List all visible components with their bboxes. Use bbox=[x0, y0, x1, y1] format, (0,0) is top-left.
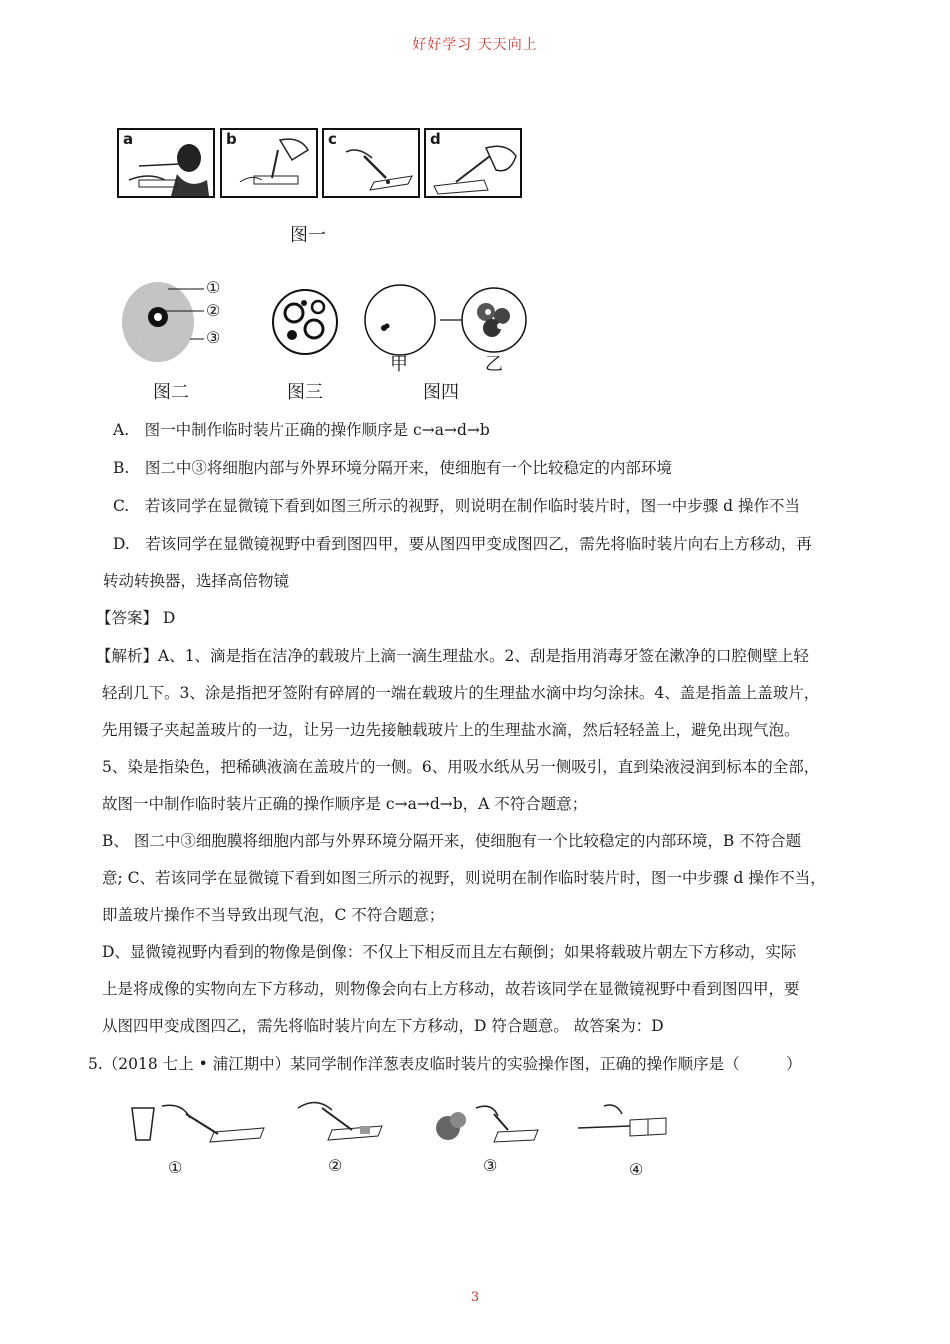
analysis-line-4: 5、染是指染色，把稀碘液滴在盖玻片的一侧。6、用吸水纸从另一侧吸引，直到染液浸润到标本的全部， bbox=[102, 758, 820, 776]
figure5-label-1: ① bbox=[168, 1158, 183, 1177]
panel-tag-c: c bbox=[328, 130, 337, 148]
figure1-panel-c bbox=[322, 128, 420, 198]
panel-tag-b: b bbox=[226, 130, 237, 148]
figure5-label-3: ③ bbox=[483, 1156, 498, 1175]
question-5: 5.（2018 七上 • 浦江期中）某同学制作洋葱表皮临时装片的实验操作图，正确的操作顺序是（ ） bbox=[88, 1055, 802, 1073]
option-c: C. 若该同学在显微镜下看到如图三所示的视野，则说明在制作临时装片时，图一中步骤 d 操作不当 bbox=[113, 497, 801, 515]
figure1-panel-a bbox=[117, 128, 215, 198]
figure4-view-change-diagram bbox=[362, 282, 532, 362]
option-b: B. 图二中③将细胞内部与外界环境分隔开来，使细胞有一个比较稳定的内部环境 bbox=[113, 459, 672, 477]
figure1-panel-b bbox=[220, 128, 318, 198]
figure1-caption: 图一 bbox=[290, 225, 326, 246]
figure2-cell-diagram bbox=[116, 277, 246, 367]
figure5-step2-illustration bbox=[292, 1096, 392, 1146]
answer: 【答案】 D bbox=[96, 609, 176, 627]
figure4-label-left: 甲 bbox=[390, 354, 408, 375]
analysis-line-11: 从图四甲变成图四乙，需先将临时装片向左下方移动，D 符合题意。 故答案为：D bbox=[102, 1017, 664, 1035]
analysis-line-2: 轻刮几下。3、涂是指把牙签附有碎屑的一端在载玻片的生理盐水滴中均匀涂抹。4、盖是指盖上盖玻片， bbox=[102, 684, 820, 702]
figure4-caption: 图四 bbox=[423, 382, 459, 403]
analysis-line-7: 意; C、若该同学在显微镜下看到如图三所示的视野，则说明在制作临时装片时，图一中步骤 d 操作不当， bbox=[102, 869, 826, 887]
figure5-label-4: ④ bbox=[629, 1160, 644, 1179]
figure3-microscope-view bbox=[270, 287, 340, 357]
figure5-step3-illustration bbox=[432, 1100, 542, 1150]
option-d-line2: 转动转换器，选择高倍物镜 bbox=[103, 572, 290, 590]
figure3-caption: 图三 bbox=[287, 382, 323, 403]
option-a: A. 图一中制作临时装片正确的操作顺序是 c→a→d→b bbox=[113, 421, 490, 439]
analysis-line-10: 上是将成像的实物向左下方移动，则物像会向右上方移动，故若该同学在显微镜视野中看到图四甲，要 bbox=[102, 980, 800, 998]
figure4-label-right: 乙 bbox=[485, 354, 503, 375]
panel-tag-a: a bbox=[123, 130, 134, 148]
page-header: 好好学习 天天向上 bbox=[412, 37, 538, 53]
analysis-line-8: 即盖玻片操作不当导致出现气泡，C 不符合题意； bbox=[102, 906, 445, 924]
figure2-label-3: ③ bbox=[206, 328, 221, 347]
figure2-label-1: ① bbox=[206, 278, 221, 297]
panel-tag-d: d bbox=[430, 130, 441, 148]
figure5-label-2: ② bbox=[328, 1156, 343, 1175]
analysis-line-3: 先用镊子夹起盖玻片的一边，让另一边先接触载玻片上的生理盐水滴，然后轻轻盖上，避免出现气泡。 bbox=[102, 721, 800, 739]
analysis-line-5: 故图一中制作临时装片正确的操作顺序是 c→a→d→b，A 不符合题意； bbox=[102, 795, 588, 813]
option-d-line1: D. 若该同学在显微镜视野中看到图四甲，要从图四甲变成图四乙，需先将临时装片向右上方移动，再 bbox=[113, 535, 812, 553]
analysis-line-9: D、显微镜视野内看到的物像是倒像：不仅上下相反而且左右颠倒；如果将载玻片朝左下方移动，实际 bbox=[102, 943, 797, 961]
figure2-caption: 图二 bbox=[153, 382, 189, 403]
analysis-line-6: B、 图二中③细胞膜将细胞内部与外界环境分隔开来，使细胞有一个比较稳定的内部环境，B 不符合题 bbox=[102, 832, 802, 850]
figure5-step4-illustration bbox=[576, 1100, 676, 1150]
figure5-step1-illustration bbox=[128, 1100, 268, 1150]
figure2-label-2: ② bbox=[206, 301, 221, 320]
analysis-line-1: 【解析】A、1、滴是指在洁净的载玻片上滴一滴生理盐水。2、刮是指用消毒牙签在漱净的口腔侧壁上轻 bbox=[96, 647, 809, 665]
figure1-panel-d bbox=[424, 128, 522, 198]
page-number: 3 bbox=[470, 1290, 480, 1305]
pipette-illustration bbox=[324, 130, 418, 196]
